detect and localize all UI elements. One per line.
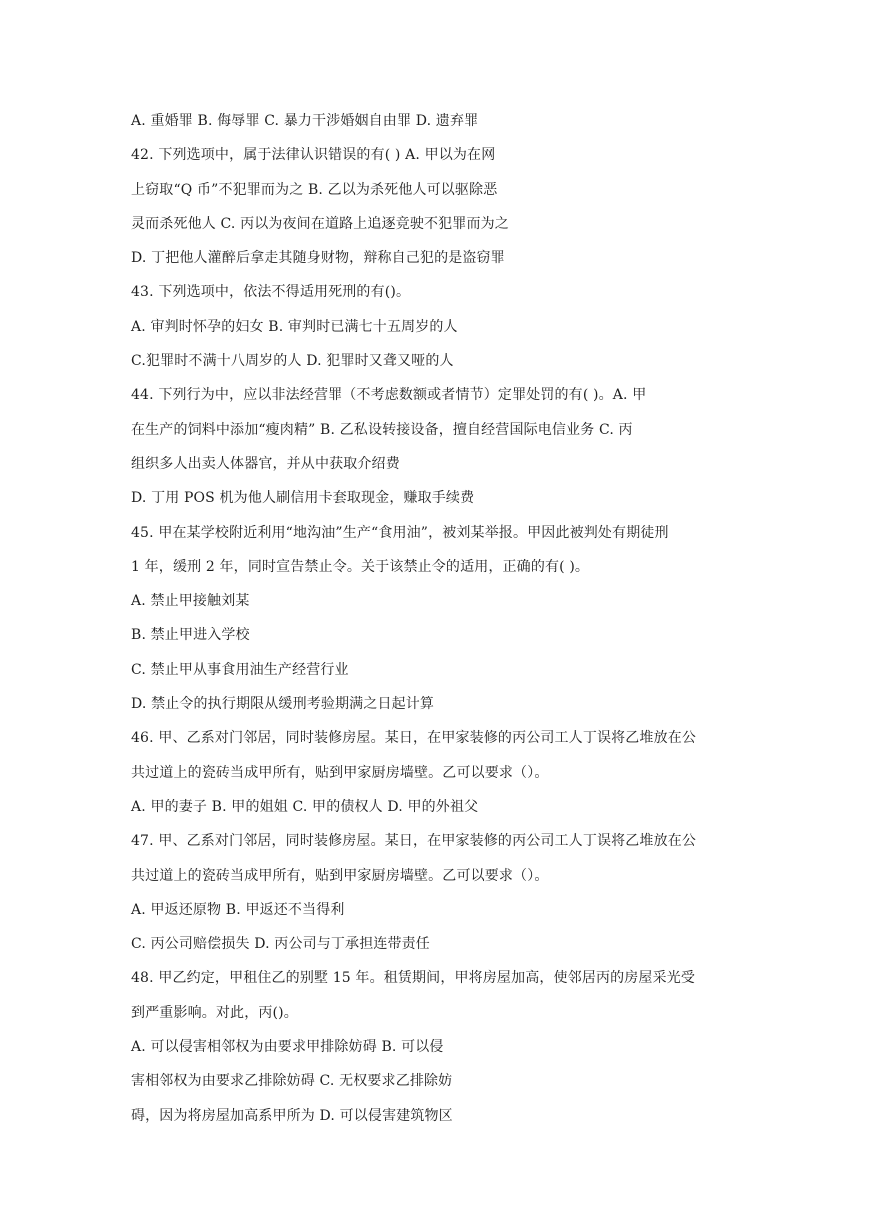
text-line: D. 禁止令的执行期限从缓刑考验期满之日起计算 — [131, 696, 435, 713]
text-line: A. 禁止甲接触刘某 — [131, 593, 250, 610]
text-line: 在生产的饲料中添加“瘦肉精” B. 乙私设转接设备，擅自经营国际电信业务 C. 丙 — [131, 421, 633, 438]
text-line: A. 甲的妻子 B. 甲的姐姐 C. 甲的债权人 D. 甲的外祖父 — [131, 798, 479, 815]
text-line: 45. 甲在某学校附近利用“地沟油”生产“食用油”，被刘某举报。甲因此被判处有期徒刑 — [131, 524, 669, 541]
text-line: 42. 下列选项中，属于法律认识错误的有( ) A. 甲以为在网 — [131, 147, 496, 164]
text-line: A. 审判时怀孕的妇女 B. 审判时已满七十五周岁的人 — [131, 318, 458, 335]
text-line: 共过道上的瓷砖当成甲所有，贴到甲家厨房墙壁。乙可以要求（）。 — [131, 764, 549, 781]
text-line: 1 年，缓刑 2 年，同时宣告禁止令。关于该禁止令的适用，正确的有( )。 — [131, 558, 590, 575]
text-line: 碍，因为将房屋加高系甲所为 D. 可以侵害建筑物区 — [131, 1107, 453, 1124]
text-line: D. 丁用 POS 机为他人刷信用卡套取现金，赚取手续费 — [131, 490, 475, 507]
text-line: 上窃取“Q 币”不犯罪而为之 B. 乙以为杀死他人可以驱除恶 — [131, 181, 498, 198]
text-line: 组织多人出卖人体器官，并从中获取介绍费 — [131, 455, 400, 472]
text-line: A. 可以侵害相邻权为由要求甲排除妨碍 B. 可以侵 — [131, 1039, 444, 1056]
text-line: C. 禁止甲从事食用油生产经营行业 — [131, 661, 349, 678]
text-line: A. 甲返还原物 B. 甲返还不当得利 — [131, 901, 345, 918]
text-line: 灵而杀死他人 C. 丙以为夜间在道路上追逐竞驶不犯罪而为之 — [131, 215, 509, 232]
document-body — [131, 109, 831, 1138]
text-line: D. 丁把他人灌醉后拿走其随身财物，辩称自己犯的是盗窃罪 — [131, 250, 505, 267]
text-line: 48. 甲乙约定，甲租住乙的别墅 15 年。租赁期间，甲将房屋加高，使邻居丙的房屋采光受 — [131, 970, 696, 987]
text-line: 43. 下列选项中，依法不得适用死刑的有()。 — [131, 284, 411, 301]
text-line: C.犯罪时不满十八周岁的人 D. 犯罪时又聋又哑的人 — [131, 353, 454, 370]
text-line: 到严重影响。对此，丙()。 — [131, 1004, 298, 1021]
text-line: 46. 甲、乙系对门邻居，同时装修房屋。某日，在甲家装修的丙公司工人丁误将乙堆放在公 — [131, 730, 697, 747]
text-line: 共过道上的瓷砖当成甲所有，贴到甲家厨房墙壁。乙可以要求（）。 — [131, 867, 549, 884]
text-line: A. 重婚罪 B. 侮辱罪 C. 暴力干涉婚姻自由罪 D. 遗弃罪 — [131, 113, 479, 129]
text-line: 47. 甲、乙系对门邻居，同时装修房屋。某日，在甲家装修的丙公司工人丁误将乙堆放在公 — [131, 833, 697, 850]
text-line: 44. 下列行为中，应以非法经营罪（不考虑数额或者情节）定罪处罚的有( )。A. 甲 — [131, 387, 647, 404]
text-line: B. 禁止甲进入学校 — [131, 627, 250, 644]
text-line: C. 丙公司赔偿损失 D. 丙公司与丁承担连带责任 — [131, 936, 430, 953]
text-line: 害相邻权为由要求乙排除妨碍 C. 无权要求乙排除妨 — [131, 1073, 453, 1090]
